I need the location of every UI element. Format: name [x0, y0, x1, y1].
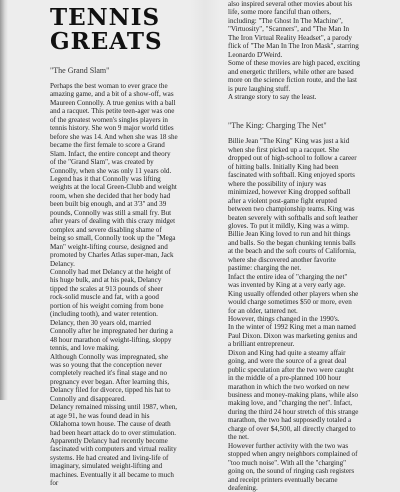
page-fold-shadow: [190, 0, 220, 400]
right-intro-paragraph: A strange story to say the least.: [228, 92, 317, 101]
right-paragraph: Billie Jean "The King" King was just a kid when she first picked up a racquet. She dropped out of high-school to follow a career of hitting balls. Initially King had been fascinated with softball. King enjoyed sports where the possibility of injury was minimized, however King dropped softball after a violent post-game fight erupted between two championship teams. King was beaten severely with softballs and soft leather gloves. To put it mildly, King was a wimp.: [228, 137, 358, 230]
left-paragraph: Although Connolly was impregnated, she was so young that the conception never completely reached it's final stage and no pregnancy ever began. After learning this, Delancy filed for divorce, tipped his hat to Connolly and disappeared.: [50, 352, 171, 403]
right-paragraph: However further activity with the two was stopped when angry neighbors complained of "too much noise". With all the "charging" going on, the sound of ringing cash registers and receipt printers eventually became deafening.: [228, 441, 358, 492]
left-paragraph: Delancy remained missing until 1987, when, at age 91, he was found dead in his Oklahoma town house. The cause of death had been heart attack do to over stimulation. Apparently Delancy had recently become fascinated with computers and virtual reality systems. He had created and living-life of imaginary, simulated weight-lifting and machines. Eventually it all became to much for: [50, 403, 178, 488]
masthead-line-1: TENNIS: [50, 4, 161, 31]
left-paragraph: Perhaps the best woman to ever grace the amazing game, and a bit of a show-off, was Maureen Connolly. A true genius with a ball and a racquet. This petite teen-ager was one of the greatest women's singles players in tennis history. She won 9 major world titles before she was 14. And when she was 18 she became the first female to score a Grand Slam. Infact, the entire concept and theory of the "Grand Slam", was created by Connolly, when she was only 11 years old.: [50, 82, 178, 175]
left-column: [50, 64, 178, 488]
right-paragraph: Infact the entire idea of "charging the net" was invented by King at a very early age. King usually offended other players when she would charge sometimes $50 or more, even for an older, tattered net.: [228, 272, 359, 315]
left-paragraph: Legend has it that Connolly was lifting weights at the local Green-Clubb and weight room, when she decided that her body had been built big enough, and at 3'3" and 39 pounds, Connolly was still a small fry. But after years of dealing with this crazy midget complex and severe disabling shame of being so small, Connolly took up the "Mega Man" weight-lifting course, designed and promoted by Charles Atlas super-man, Jack Delancy.: [50, 174, 177, 268]
right-intro-paragraph: Some of these movies are high paced, exciting and energetic thrillers, while other are based more on the science fiction route, and the last is pure laughing stuff.: [228, 59, 360, 93]
right-paragraph: Billie Jean King loved to run and hit things and balls. So the began chunking tennis balls at the beach and the soft courts of California, where she discovered another favorite pastime: charging the net.: [228, 230, 356, 273]
right-intro-paragraph: also inspired several other movies about his life, some more fanciful than others, including: "The Ghost In The Machine", "Virtuosity", "Scanners", and "The Man In The Iron Virtual Reality Headset", a parody flick of "The Man In The Iron Mask", starring Leonardo D'Weird.: [228, 0, 359, 59]
section-gap: [228, 101, 360, 119]
masthead-line-2: GREATS: [50, 28, 163, 55]
right-paragraph: Dixon and King had quite a steamy affair going, and were the source of a great deal public speculation after the two were caught in the middle of a pre-planned 100 hour marathon in which the two worked on new business and money-making plans, while also making love, and "charging the net". Infact, during the third 24 hour stretch of this strange marathon, the two had supposedly totaled a charge of over $4,500, all directly charged to the net.: [228, 348, 359, 442]
section-heading-grand-slam: "The Grand Slam": [50, 66, 110, 75]
right-paragraph: However, things changed in the 1990's.: [228, 314, 340, 323]
masthead-title: [50, 6, 180, 54]
section-heading-the-king: "The King: Charging The Net": [228, 121, 327, 131]
right-column: [228, 0, 360, 492]
binder-edge: [0, 0, 8, 400]
right-paragraph: In the winter of 1992 King met a man named Paul Dixon. Dixon was marketing genius and a brilliant entrepreneur.: [228, 323, 358, 349]
left-paragraph: Connolly had met Delancy at the height of his huge bulk, and at his peak, Delancy tipped the scales at 913 pounds of sheer rock-solid muscle and fat, with a good portion of his weight coming from bone (including tooth), and water retention.: [50, 267, 171, 319]
left-paragraph: Delancy, then 30 years old, married Connolly after he impregnated her during a 48 hour marathon of weight-lifting, sloppy tennis, and love making.: [50, 318, 173, 353]
